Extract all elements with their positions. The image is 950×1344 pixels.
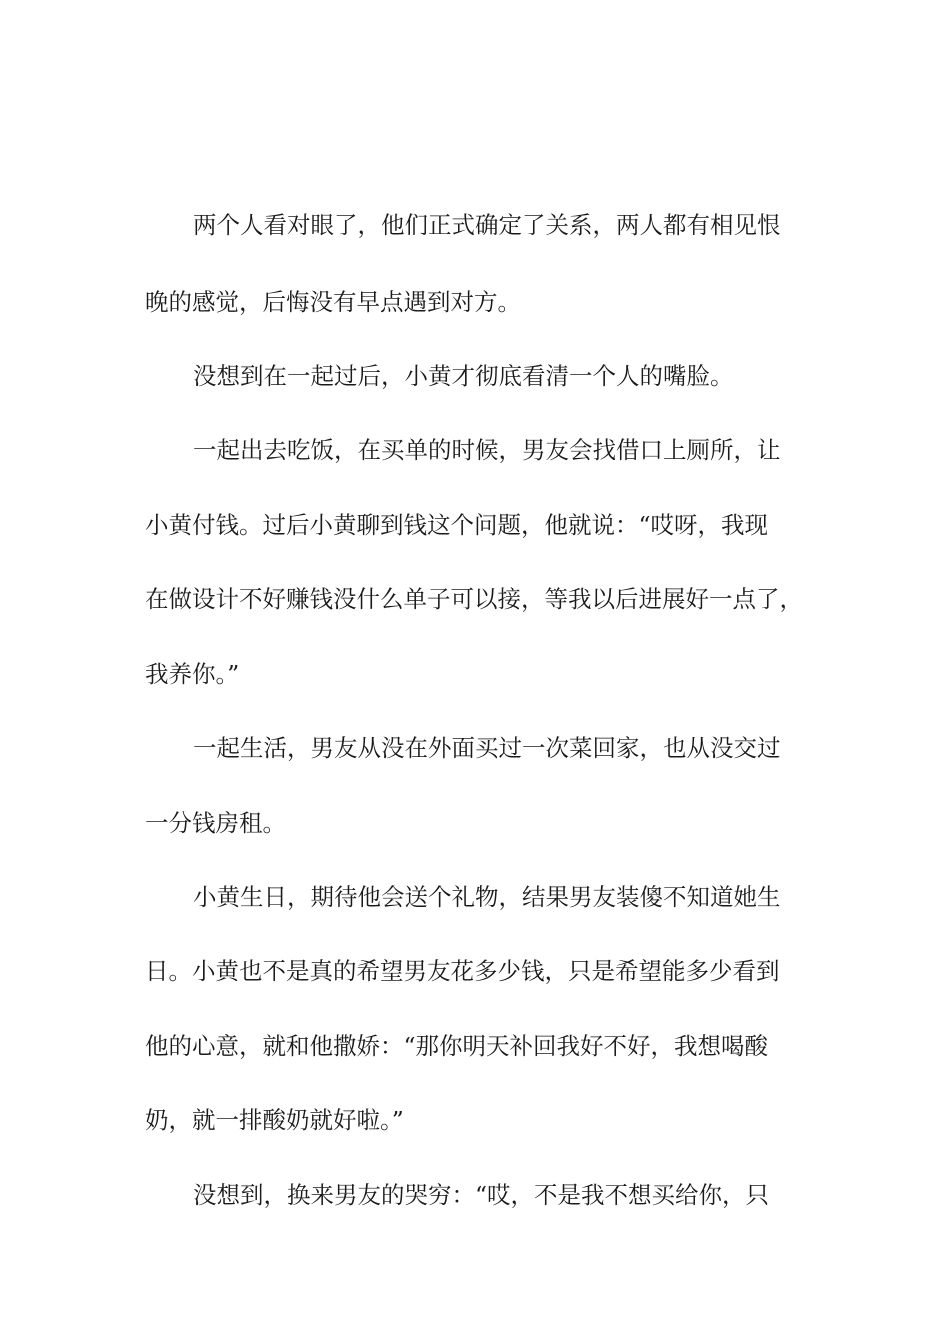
paragraph-3-line-2: 小黄付钱。过后小黄聊到钱这个问题，他就说：“哎呀，我现 (145, 511, 769, 539)
paragraph-3-line-3: 在做设计不好赚钱没什么单子可以接，等我以后进展好一点了， (145, 585, 803, 613)
paragraph-2-line-1: 没想到在一起过后，小黄才彻底看清一个人的嘴脸。 (193, 362, 734, 390)
paragraph-3-line-4: 我养你。” (145, 660, 240, 688)
paragraph-3-line-1: 一起出去吃饭，在买单的时候，男友会找借口上厕所，让 (193, 436, 781, 464)
paragraph-5-line-4: 奶，就一排酸奶就好啦。” (145, 1106, 404, 1134)
paragraph-5-line-3: 他的心意，就和他撒娇：“那你明天补回我好不好，我想喝酸 (145, 1032, 769, 1060)
paragraph-6-line-1: 没想到，换来男友的哭穷：“哎，不是我不想买给你，只 (193, 1181, 770, 1209)
paragraph-1-line-2: 晚的感觉，后悔没有早点遇到对方。 (145, 288, 521, 316)
paragraph-4-line-2: 一分钱房租。 (145, 809, 286, 837)
paragraph-4-line-1: 一起生活，男友从没在外面买过一次菜回家，也从没交过 (193, 734, 781, 762)
paragraph-1-line-1: 两个人看对眼了，他们正式确定了关系，两人都有相见恨 (193, 211, 781, 239)
paragraph-5-line-1: 小黄生日，期待他会送个礼物，结果男友装傻不知道她生 (193, 883, 781, 911)
paragraph-5-line-2: 日。小黄也不是真的希望男友花多少钱，只是希望能多少看到 (145, 957, 780, 985)
